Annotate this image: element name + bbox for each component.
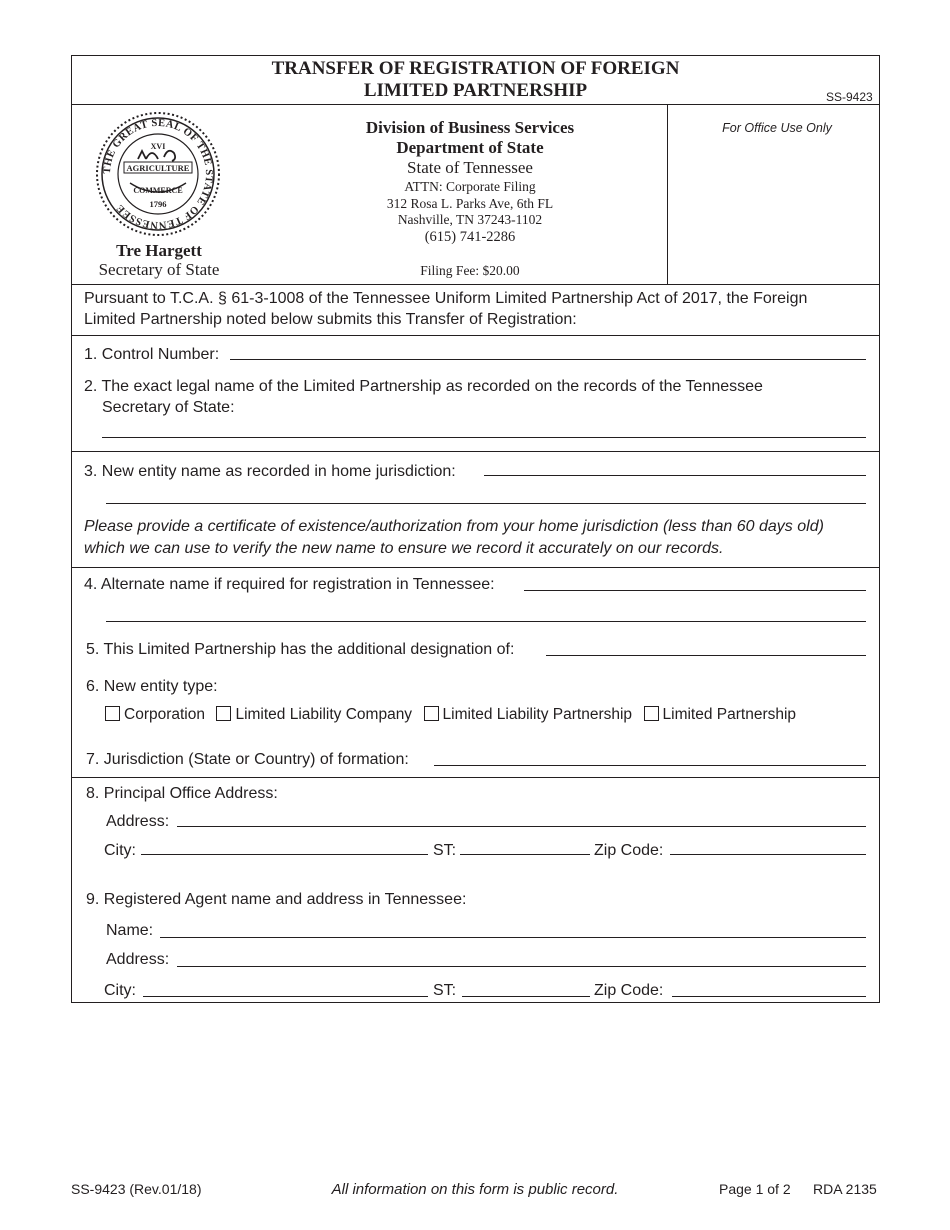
option-llc[interactable]: Limited Liability Company — [216, 706, 412, 724]
certificate-note-line1: Please provide a certificate of existence/authorization from your home jurisdiction (less than 60 days old) — [84, 518, 824, 535]
principal-address-field[interactable] — [177, 826, 866, 827]
jurisdiction-label: 7. Jurisdiction (State or Country) of formation: — [86, 751, 409, 768]
option-lp[interactable]: Limited Partnership — [644, 706, 797, 724]
agent-st-label: ST: — [433, 982, 457, 999]
principal-city-field[interactable] — [141, 854, 428, 855]
seal-roman: XVI — [150, 142, 166, 151]
checkbox-corporation[interactable] — [105, 706, 120, 721]
checkbox-llc[interactable] — [216, 706, 231, 721]
city-address: Nashville, TN 37243-1102 — [397, 212, 543, 227]
designation-field[interactable] — [546, 655, 866, 656]
entity-type-options — [105, 706, 803, 724]
footer-public-note: All information on this form is public record. — [331, 1181, 619, 1198]
agent-zip-field[interactable] — [672, 996, 866, 997]
registered-agent-label: 9. Registered Agent name and address in Tennessee: — [86, 891, 467, 908]
principal-zip-label: Zip Code: — [594, 842, 664, 859]
attn-line: ATTN: Corporate Filing — [404, 179, 536, 194]
control-number-label: 1. Control Number: — [84, 346, 220, 363]
form-code: SS-9423 — [826, 90, 873, 104]
agent-st-field[interactable] — [462, 996, 590, 997]
form-title-line2: LIMITED PARTNERSHIP — [363, 80, 588, 101]
principal-st-field[interactable] — [460, 854, 590, 855]
entity-type-label: 6. New entity type: — [86, 678, 218, 695]
footer-rda: RDA 2135 — [813, 1181, 877, 1197]
principal-zip-field[interactable] — [670, 854, 866, 855]
agent-city-label: City: — [104, 982, 136, 999]
control-number-field[interactable] — [230, 359, 866, 360]
designation-label: 5. This Limited Partnership has the additional designation of: — [86, 641, 515, 658]
divider — [71, 104, 880, 105]
seal-year: 1796 — [149, 199, 167, 209]
principal-office-label: 8. Principal Office Address: — [86, 785, 278, 802]
principal-city-label: City: — [104, 842, 136, 859]
new-entity-name-field[interactable] — [484, 475, 866, 476]
filing-fee: Filing Fee: $20.00 — [420, 263, 520, 278]
principal-st-label: ST: — [433, 842, 457, 859]
divider — [71, 451, 880, 452]
office-use-label: For Office Use Only — [722, 121, 832, 135]
divider — [71, 777, 880, 778]
checkbox-lp[interactable] — [644, 706, 659, 721]
alternate-name-label: 4. Alternate name if required for registration in Tennessee: — [84, 576, 495, 593]
agent-address-label: Address: — [106, 951, 170, 968]
certificate-note-line2: which we can use to verify the new name to ensure we record it accurately on our records. — [84, 540, 724, 557]
division-name: Division of Business Services — [365, 118, 575, 137]
footer-page: Page 1 of 2 — [719, 1181, 791, 1197]
form-title-line1: TRANSFER OF REGISTRATION OF FOREIGN — [271, 58, 680, 79]
seal-commerce: COMMERCE — [133, 186, 183, 195]
tennessee-seal-icon — [94, 111, 222, 237]
divider — [71, 335, 880, 336]
legal-name-label-line2: Secretary of State: — [102, 399, 235, 416]
option-corporation[interactable]: Corporation — [105, 706, 205, 724]
agent-name-label: Name: — [106, 922, 154, 939]
secretary-name: Tre Hargett — [116, 241, 202, 260]
legal-name-field[interactable] — [102, 437, 866, 438]
intro-line2: Limited Partnership noted below submits this Transfer of Registration: — [84, 311, 577, 328]
legal-name-label-line1: 2. The exact legal name of the Limited Partnership as recorded on the records of the Tennessee — [84, 378, 763, 395]
new-entity-name-field-2[interactable] — [106, 503, 866, 504]
intro-line1: Pursuant to T.C.A. § 61-3-1008 of the Tennessee Uniform Limited Partnership Act of 2017, the Foreign — [84, 290, 808, 307]
principal-address-label: Address: — [106, 813, 170, 830]
alternate-name-field-2[interactable] — [106, 621, 866, 622]
checkbox-llp[interactable] — [424, 706, 439, 721]
agent-name-field[interactable] — [160, 937, 866, 938]
seal-agriculture: AGRICULTURE — [126, 163, 190, 173]
new-entity-name-label: 3. New entity name as recorded in home jurisdiction: — [84, 463, 456, 480]
agent-city-field[interactable] — [143, 996, 428, 997]
secretary-title: Secretary of State — [98, 260, 220, 279]
street-address: 312 Rosa L. Parks Ave, 6th FL — [386, 196, 554, 211]
department-name: Department of State — [396, 138, 544, 157]
state-name: State of Tennessee — [407, 158, 533, 177]
phone-number: (615) 741-2286 — [424, 229, 516, 245]
option-llp[interactable]: Limited Liability Partnership — [424, 706, 633, 724]
footer-revision: SS-9423 (Rev.01/18) — [71, 1181, 202, 1197]
agent-address-field[interactable] — [177, 966, 866, 967]
divider — [71, 284, 880, 285]
seal-outer-text: THE GREAT SEAL OF THE STATE OF TENNESSEE — [101, 117, 215, 231]
alternate-name-field[interactable] — [524, 590, 866, 591]
agent-zip-label: Zip Code: — [594, 982, 664, 999]
jurisdiction-field[interactable] — [434, 765, 866, 766]
divider — [71, 567, 880, 568]
svg-text:THE GREAT SEAL OF THE STATE OF — [102, 118, 214, 230]
